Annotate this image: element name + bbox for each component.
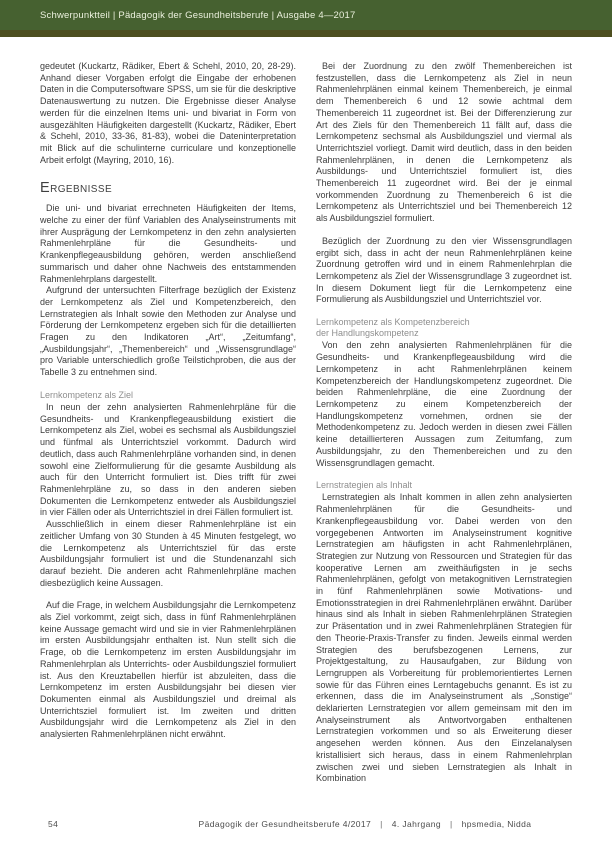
page-number: 54	[48, 819, 59, 829]
paragraph: Aufgrund der untersuchten Filterfrage bezüglich der Existenz der Lernkompetenz als Ziel und Kompetenzbereich, den Lernstrategien als Inhalt sowie den Methoden zur Analyse und Förderung der Lernkompetenz ergeben sich für die detaillierten Fragen zu den Indikatoren „Art“, „Zeitumfang“, „Ausbildungsjahr“, „Themenbereich“ und „Wissensgrundlage“ pro Variable unterschiedlich große Teilstichproben, die aus der Tabelle 3 zu entnehmen sind.	[40, 285, 296, 378]
right-column	[316, 61, 572, 785]
header-title: Schwerpunktteil | Pädagogik der Gesundheitsberufe | Ausgabe 4—2017	[40, 9, 356, 21]
footer-journal-title: Pädagogik der Gesundheitsberufe 4/2017	[198, 819, 372, 829]
paragraph: Bezüglich der Zuordnung zu den vier Wissensgrundlagen ergibt sich, dass in acht der neun Rahmenlehrplänen keine Zuordnung getroffen wird und in einem Rahmenlehrplan die Lernkompetenz als Ziel der Wissensgrundlage 3 zugeordnet ist. In diesem Dokument liegt für die Lernkompetenz eine Formulierung als Ausbildungsziel und Unterrichtsziel vor.	[316, 235, 572, 305]
subheading-lernkompetenz-als-ziel: Lernkompetenz als Ziel	[40, 389, 134, 400]
subheading-line: der Handlungskompetenz	[316, 328, 419, 339]
paragraph-continuation: gedeutet (Kuckartz, Rädiker, Ebert & Schehl, 2010, 20, 28-29). Anhand dieser Vorgaben erfolgt die Eingabe der erhobenen Daten in die Computersoftware SPSS, um sie für die deskriptive Datenauswertung zu nutzen. Die Ergebnisse dieser Analyse werden für die einzelnen Items uni- und bivariat in Form von ausgezählten Häufigkeiten dargestellt (Kuckartz, Rädiker, Ebert & Schehl, 2010, 33-36, 81-83), wobei die Dateninterpretation mit Blick auf die schulinterne curriculare und konzeptionelle Arbeit erfolgt (Mayring, 2010, 16).	[40, 61, 296, 165]
header-accent-strip	[0, 30, 612, 37]
paragraph: Von den zehn analysierten Rahmenlehrplänen für die Gesundheits- und Krankenpflegeausbildung wird die Lernkompetenz in acht Rahmenlehrplänen keinem Kompetenzbereich der Handlungskompetenz zugeordnet. Die beiden Rahmenlehrpläne, die eine Zuordnung der Lernkompetenz zu einem Kompetenzbereich der Handlungskompetenz vornehmen, ordnen sie der Methodenkompetenz zu. Jedoch werden in diesen zwei Fällen keine detaillierteren Aussagen zum Zeitumfang, zum Ausbildungsjahr, zu den Themenbereichen und zu den Wissensgrundlagen gemacht.	[316, 340, 572, 468]
subheading-lernkompetenz-als-kompetenzbereich	[316, 317, 572, 339]
footer-journal-line	[150, 819, 580, 829]
paragraph: Auf die Frage, in welchem Ausbildungsjahr die Lernkompetenz als Ziel vorkommt, zeigt sich, dass in fünf Rahmenlehrplänen keine Aussage gemacht wird und sie in vier Rahmenlehrplänen im ersten Ausbildungsjahr enthalten ist. Nun stellt sich die Frage, ob die Lernkompetenz im ersten Ausbildungsjahr im Rahmenlehrplan als Unterrichts- oder Ausbildungsziel formuliert ist. Aus den Kreuztabellen hierfür ist abzuleiten, dass die Lernkompetenz im ersten Ausbildungsjahr bei diesen vier Dokumenten einmal als Ausbildungsziel und dreimal als Unterrichtsziel formuliert ist. Im zweiten und dritten Ausbildungsjahr wird die Lernkompetenz als Ziel in den analysierten Rahmenlehrplänen nicht erwähnt.	[40, 600, 296, 740]
footer-separator: |	[450, 819, 453, 829]
paragraph: In neun der zehn analysierten Rahmenlehrpläne für die Gesundheits- und Krankenpflegeausbildung existiert die Lernkompetenz als Ziel, wobei es sechsmal als Ausbildungsziel und fünfmal als Unterrichtsziel vorkommt. Dadurch wird deutlich, dass auch Rahmenlehrpläne vorhanden sind, in denen sowohl eine Zielformulierung für die gesamte Ausbildung als auch für den Unterricht formuliert ist. Dies trifft für zwei Rahmenlehrpläne zu, so dass in den anderen sieben Dokumenten die Lernkompetenz entweder als Ausbildungsziel in vier Fällen oder als Unterrichtsziel in drei Fällen formuliert ist.	[40, 402, 296, 518]
footer-publisher: hpsmedia, Nidda	[461, 819, 532, 829]
footer-separator: |	[380, 819, 383, 829]
page-header-bar	[0, 0, 612, 30]
paragraph: Bei der Zuordnung zu den zwölf Themenbereichen ist festzustellen, dass die Lernkompetenz als Ziel in neun Rahmenlehrplänen einmal keinem Themenbereich, je einmal dem Themenbereich 6 und 12 sowie achtmal dem Themenbereich 11 zugeordnet ist. Bei der Differenzierung zur Art des Ziels für den Themenbereich 11 fällt auf, dass die Lernkompetenz sechsmal als Ausbildungsziel und viermal als Unterrichtsziel vorliegt. Damit wird deutlich, dass in den beiden Rahmenlehrplänen, in denen die Lernkompetenz als Ausbildungs- und Unterrichtsziel formuliert ist, dies Themenbereich 11 zugeordnet wird. Bei der je einmal vorkommenden Zuordnung zu Themenbereich 6 ist die Lernkompetenz als Unterrichtsziel und bei Themenbereich 12 als Ausbildungsziel formuliert.	[316, 61, 572, 224]
paragraph: Lernstrategien als Inhalt kommen in allen zehn analysierten Rahmenlehrplänen für die Gesundheits- und Krankenpflegeausbildung vor. Dabei werden von den vorgegebenen Antworten im Analyseinstrument kognitive Lernstrategien am häufigsten in acht Rahmenlehrplänen, Strategien zur Nutzung von Ressourcen und Strategien für das kooperative Lernen am zweithäufigsten in je sechs Rahmenlehrplänen, gefolgt von metakognitiven Lernstrategien in fünf Rahmenlehrplänen sowie Motivations- und Emotionsstrategien in drei Rahmenlehrplänen erwähnt. Darüber hinaus sind als Inhalt in sieben Rahmenlehrplänen Strategien zur Präsentation und in zwei Rahmenlehrplänen Strategien für den Theorie-Praxis-Transfer zu finden. Jeweils einmal werden Strategien des berufsbezogenen Lernens, zur Projektgestaltung, zu Hausaufgaben, zur Bildung von Lerngruppen als Vorbereitung für problemorientiertes Lernen sowie für das Führen eines Lerntagebuchs genannt. Es ist zu erkennen, dass die im Analyseinstrument als „Sonstige“ deklarierten Lernstrategien vor allem gemeinsam mit den im Analyseinstrument als Antwortvorgaben enthaltenen Lernstrategien vorkommen und so als Erweiterung dieser angesehen werden können. Aus den Einzelanalysen kristallisiert sich heraus, dass in einem Rahmenlehrplan zwischen zwei und sieben Lernstrategien als Inhalt in Kombination	[316, 492, 572, 784]
article-body	[0, 37, 612, 785]
footer-volume: 4. Jahrgang	[391, 819, 442, 829]
left-column	[40, 61, 296, 785]
paragraph: Ausschließlich in einem dieser Rahmenlehrpläne ist ein zeitlicher Umfang von 30 Stunden à 45 Minuten festgelegt, wo die Lernkompetenz als Unterrichtsziel für das erste Ausbildungsjahr formuliert ist und die Stundenanzahl sich darauf bezieht. Die anderen acht Rahmenlehrpläne machen diesbezüglich keine Aussagen.	[40, 519, 296, 588]
subheading-lernstrategien-als-inhalt: Lernstrategien als Inhalt	[316, 480, 413, 491]
subheading-line: Lernkompetenz als Kompetenzbereich	[316, 317, 470, 328]
section-heading-ergebnisse: Ergebnisse	[40, 180, 113, 197]
paragraph: Die uni- und bivariat errechneten Häufigkeiten der Items, welche zu einer der fünf Variablen des Analyseinstruments mit ihrer Ausprägung der Lernkompetenz in den zehn analysierten Rahmenlehrpläne für die Gesundheits- und Krankenpflegeausbildung gehören, werden anschließend summarisch und daher ohne Nachweis des entstammenden Rahmenlehrplans dargestellt.	[40, 203, 296, 284]
page-footer	[0, 819, 612, 833]
